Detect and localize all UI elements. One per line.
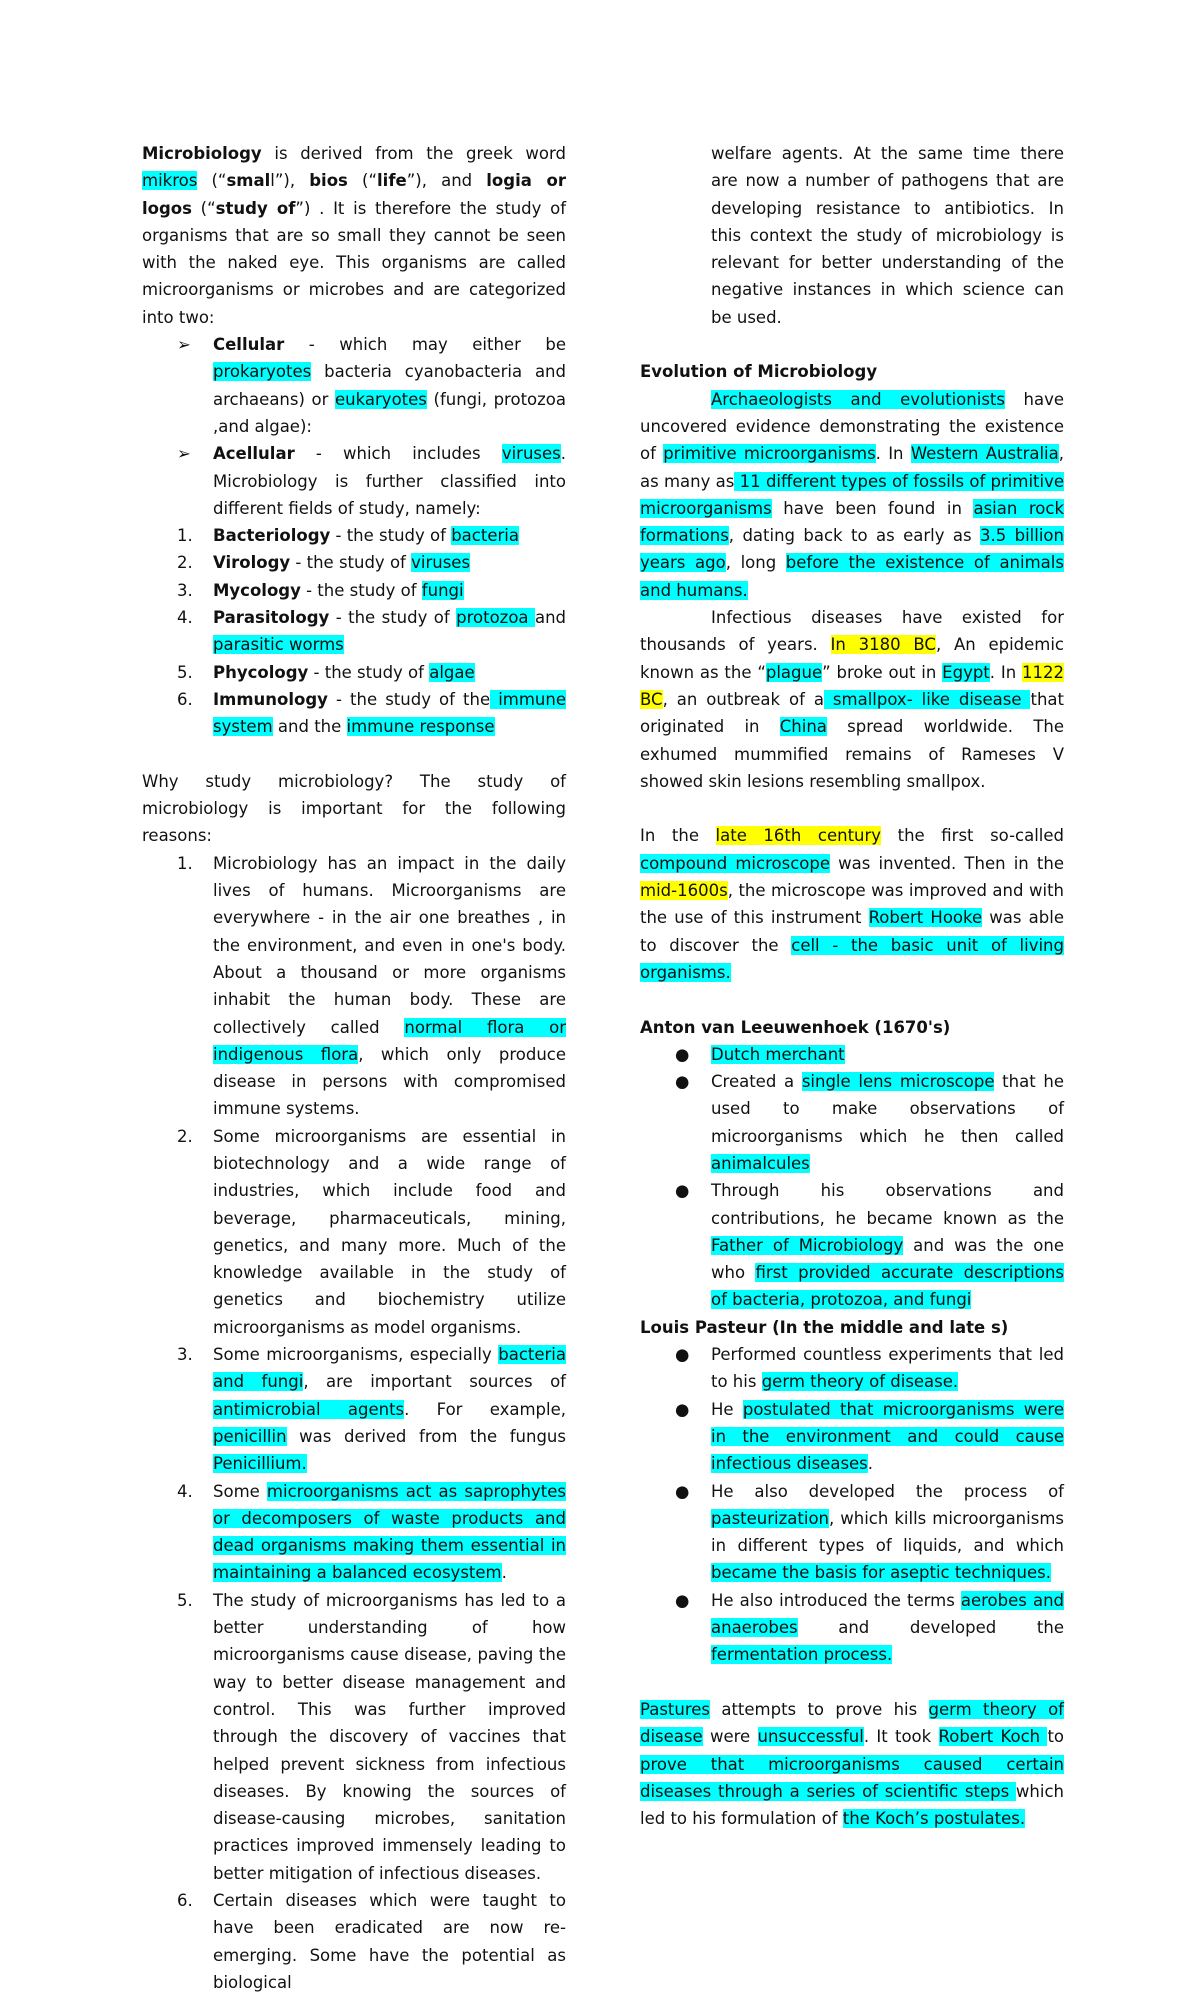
bullet-item [640, 1068, 1064, 1177]
highlight: bacteria [451, 526, 519, 546]
highlight: pasteurization [711, 1508, 830, 1528]
text: , which kills microorganisms in different types of liquids, and which [711, 1508, 1064, 1556]
reason-item [142, 1887, 566, 1996]
field-item [142, 686, 566, 741]
highlight: aerobes and anaerobes [711, 1590, 1064, 1638]
text: have been found in [771, 498, 974, 518]
highlight: the Koch’s postulates. [842, 1809, 1026, 1829]
highlight: algae [429, 662, 475, 682]
text: ” broke out in [822, 662, 943, 682]
highlight: antimicrobial agents [213, 1399, 405, 1419]
category-cellular [142, 331, 566, 440]
text: was able to discover the [640, 908, 1064, 955]
text: bacteria cyanobacteria and archaeans) or [213, 362, 566, 409]
text: Some microorganisms, especially [213, 1345, 499, 1365]
bullet-item [640, 1177, 1064, 1313]
list-number: 2. [177, 1126, 193, 1146]
term-microbiology: Microbiology [142, 144, 262, 163]
list-number: 4. [177, 1481, 193, 1501]
text: , long [725, 553, 786, 573]
text: , An epidemic known as the “ [640, 635, 1065, 682]
text: He also introduced the terms [711, 1590, 961, 1610]
highlight: microorganisms act as saprophytes or decomposers of waste products and dead organisms making them essential in maintaining a balanced ecosystem [213, 1481, 566, 1583]
section-heading-leeuwenhoek: Anton van Leeuwenhoek (1670's) [640, 1017, 951, 1037]
highlight: prokaryotes [213, 362, 312, 382]
highlight-yellow: mid-1600s [640, 881, 728, 901]
text: - the study of [290, 553, 412, 573]
field-item [142, 659, 566, 686]
text: is derived from the greek word [261, 144, 566, 163]
highlight: Archaeologists and evolutionists [711, 389, 1005, 409]
list-number: 4. [177, 608, 193, 628]
list-number: 5. [177, 662, 193, 682]
highlight: fermentation process. [711, 1645, 893, 1665]
highlight: became the basis for aseptic techniques. [711, 1563, 1051, 1583]
text: He [711, 1399, 743, 1419]
highlight: unsuccessful [757, 1727, 864, 1747]
reason-item [142, 850, 566, 1123]
text: , an outbreak of a [662, 689, 824, 709]
text: Performed countless experiments that led to his [711, 1345, 1064, 1392]
term: Acellular [213, 444, 295, 464]
text: have uncovered evidence demonstrating the existence of [640, 389, 1064, 464]
evolution-paragraph-1 [640, 386, 1064, 604]
text: ”) . It is therefore the study of organisms that are so small they cannot be seen with the naked eye. This organisms are called microorganisms or microbes and are categorized into two: [142, 198, 566, 327]
evolution-paragraph-2 [640, 604, 1064, 795]
section-heading-pasteur: Louis Pasteur (In the middle and late s) [640, 1317, 1009, 1337]
left-column [142, 140, 566, 1996]
field-item [142, 549, 566, 576]
bullet-item [640, 1341, 1064, 1396]
text: . For example, [404, 1399, 566, 1419]
highlight: Egypt [942, 662, 990, 682]
continued-paragraph: welfare agents. At the same time there are now a number of pathogens that are developing resistance to antibiotics. In this context the study of microbiology is relevant for better understanding of the negative instances in which science can be used. [711, 144, 1064, 327]
text: which led to his formulation of [640, 1781, 1064, 1829]
highlight: parasitic worms [213, 635, 344, 655]
highlight: eukaryotes [335, 389, 427, 409]
term: smal [226, 171, 271, 191]
text: and was the one who [711, 1235, 1064, 1283]
category-acellular [142, 440, 566, 522]
highlight: normal flora or indigenous flora [213, 1017, 566, 1064]
koch-paragraph [640, 1696, 1064, 1832]
text: In the [640, 826, 716, 846]
list-number: 3. [177, 1345, 193, 1365]
list-number: 6. [177, 1891, 193, 1910]
term: Cellular [213, 335, 285, 355]
bullet-icon: ● [675, 1590, 690, 1610]
highlight: China [779, 717, 827, 737]
bullet-icon: ● [675, 1044, 690, 1064]
highlight: Western Australia [910, 444, 1059, 464]
text: Microbiology has an impact in the daily lives of humans. Microorganisms are everywhere - in the air one breathes , in the environment, and even in one's body. About a thousand or more organisms inhabit the human body. These are collectively called [213, 853, 566, 1037]
text: Some microorganisms are essential in biotechnology and a wide range of industries, which include food and beverage, pharmaceuticals, mining, genetics, and many more. Much of the knowledge available in the study of genetics and biochemistry utilize microorganisms as model organisms. [213, 1126, 566, 1337]
text: that he used to make observations of microorganisms which he then called [711, 1072, 1064, 1146]
text: . [867, 1454, 874, 1474]
section-heading-evolution: Evolution of Microbiology [640, 362, 878, 382]
text: (“ [191, 198, 216, 218]
text: and the [272, 717, 347, 737]
highlight-yellow: 1122 BC [640, 662, 1064, 709]
text: Created a [711, 1072, 802, 1092]
text: - the study of [330, 526, 452, 546]
field-name: Phycology [213, 662, 309, 682]
text: were [702, 1727, 758, 1747]
highlight: immune response [346, 717, 495, 737]
bullet-item [640, 1478, 1064, 1587]
field-name: Bacteriology [213, 526, 331, 546]
arrow-bullet-icon: ➢ [177, 335, 191, 355]
highlight: Pastures [640, 1699, 711, 1719]
highlight: cell - the basic unit of living organisms. [640, 935, 1064, 982]
highlight: Robert Hooke [868, 908, 983, 928]
highlight: before the existence of animals and humans. [640, 553, 1064, 600]
text: that originated in [640, 689, 1064, 737]
text: . It took [863, 1727, 939, 1747]
term: logia or logos [142, 171, 566, 218]
text: The study of microorganisms has led to a better understanding of how microorganisms cause disease, paving the way to better disease management and control. This was further improved through the discovery of vaccines that helped prevent sickness from infectious diseases. By knowing the sources of disease-causing microbes, sanitation practices improved immensely leading to better mitigation of infectious diseases. [213, 1590, 566, 1883]
text: Some [213, 1481, 267, 1501]
text: . In [875, 444, 911, 464]
highlight: bacteria and fungi [213, 1345, 566, 1392]
bullet-item [640, 1396, 1064, 1478]
highlight: prove that microorganisms caused certain diseases through a series of scientific steps [640, 1754, 1064, 1801]
text: the first so-called [881, 826, 1064, 846]
highlight: Robert Koch [938, 1727, 1048, 1747]
evolution-paragraph-3 [640, 822, 1064, 986]
term: study of [215, 198, 296, 218]
highlight: plague [765, 662, 823, 682]
text: (“ [347, 171, 378, 191]
highlight-yellow: In 3180 BC [830, 635, 936, 655]
reason-item [142, 1341, 566, 1477]
field-item [142, 604, 566, 659]
field-name: Parasitology [213, 608, 330, 628]
bullet-icon: ● [675, 1345, 690, 1365]
text: (fungi, protozoa ,and algae): [213, 389, 566, 436]
text: . [501, 1563, 507, 1583]
text: (“ [197, 171, 227, 191]
text: - the study of [329, 608, 457, 628]
text: , the microscope was improved and with the use of this instrument [640, 881, 1064, 928]
text: was invented. Then in the [830, 853, 1065, 873]
highlight: mikros [142, 171, 198, 191]
list-number: 6. [177, 689, 193, 709]
text: - the study of the [327, 689, 491, 709]
list-number: 1. [177, 853, 193, 873]
bullet-icon: ● [675, 1399, 690, 1419]
highlight: animalcules [711, 1153, 810, 1173]
highlight: immune system [213, 689, 566, 737]
text: - the study of [300, 580, 422, 600]
field-name: Immunology [213, 689, 328, 709]
text: to [1047, 1727, 1065, 1747]
text: ”), and [406, 171, 487, 191]
highlight: 3.5 billion years ago [640, 526, 1064, 573]
highlight: protozoa [456, 608, 535, 628]
field-name: Virology [213, 553, 291, 573]
highlight: germ theory of disease [640, 1699, 1064, 1747]
text: Infectious diseases have existed for thousands of years. [640, 608, 1064, 655]
text: Through his observations and contributions, he became known as the [711, 1181, 1064, 1228]
bullet-icon: ● [675, 1481, 690, 1501]
term: bios [309, 171, 348, 191]
text: He also developed the process of [711, 1481, 1064, 1501]
reason-item [142, 1478, 566, 1587]
text: spread worldwide. The exhumed mummified remains of Rameses V showed skin lesions resembling smallpox. [640, 717, 1065, 791]
highlight: primitive microorganisms [663, 444, 876, 464]
highlight: fungi [421, 580, 464, 600]
list-number: 5. [177, 1590, 193, 1610]
list-number: 1. [177, 526, 193, 546]
text: . In [989, 662, 1022, 682]
text: - the study of [308, 662, 430, 682]
text: attempts to prove his [710, 1699, 929, 1719]
highlight-yellow: late 16th century [715, 826, 882, 846]
highlight: Penicillium. [213, 1454, 307, 1474]
text: l”), [270, 171, 310, 191]
text: and developed the [797, 1618, 1064, 1638]
highlight: smallpox- like disease [823, 689, 1031, 709]
text: - which includes [294, 444, 502, 464]
list-number: 2. [177, 553, 193, 573]
highlight: compound microscope [640, 853, 830, 873]
why-paragraph: Why study microbiology? The study of microbiology is important for the following reasons: [142, 771, 566, 846]
text: , are important sources of [303, 1372, 566, 1392]
highlight: Father of Microbiology [711, 1235, 904, 1255]
highlight: Dutch merchant [711, 1044, 845, 1064]
bullet-item [640, 1041, 1064, 1068]
bullet-icon: ● [675, 1072, 690, 1092]
text: Certain diseases which were taught to have been eradicated are now re-emerging. Some have the potential as biological [213, 1891, 566, 1992]
highlight: 11 different types of fossils of primitive microorganisms [640, 471, 1065, 518]
reason-item [142, 1587, 566, 1887]
highlight: viruses [501, 444, 561, 464]
highlight: penicillin [213, 1426, 287, 1446]
text: , as many as [640, 444, 1064, 491]
highlight: viruses [411, 553, 471, 573]
text: - which may either be [284, 335, 566, 355]
text: , dating back to as early as [728, 526, 980, 546]
text: , which only produce disease in persons with compromised immune systems. [213, 1044, 566, 1119]
highlight: first provided accurate descriptions of bacteria, protozoa, and fungi [711, 1263, 1065, 1310]
term: life [377, 171, 407, 191]
highlight: asian rock formations [640, 498, 1065, 546]
list-number: 3. [177, 580, 193, 600]
bullet-icon: ● [675, 1181, 690, 1201]
highlight: germ theory of disease. [761, 1372, 959, 1392]
bullet-item [640, 1587, 1064, 1669]
highlight: postulated that microorganisms were in the environment and could cause infectious diseases [711, 1399, 1064, 1474]
text: . Microbiology is further classified into different fields of study, namely: [213, 444, 566, 518]
right-column [640, 140, 1064, 1832]
field-name: Mycology [213, 580, 301, 600]
intro-paragraph [142, 140, 566, 331]
arrow-bullet-icon: ➢ [177, 444, 191, 464]
field-item [142, 577, 566, 604]
text: was derived from the fungus [286, 1426, 566, 1446]
text: and [534, 608, 566, 628]
reason-item [142, 1123, 566, 1341]
highlight: single lens microscope [801, 1072, 995, 1092]
field-item [142, 522, 566, 549]
